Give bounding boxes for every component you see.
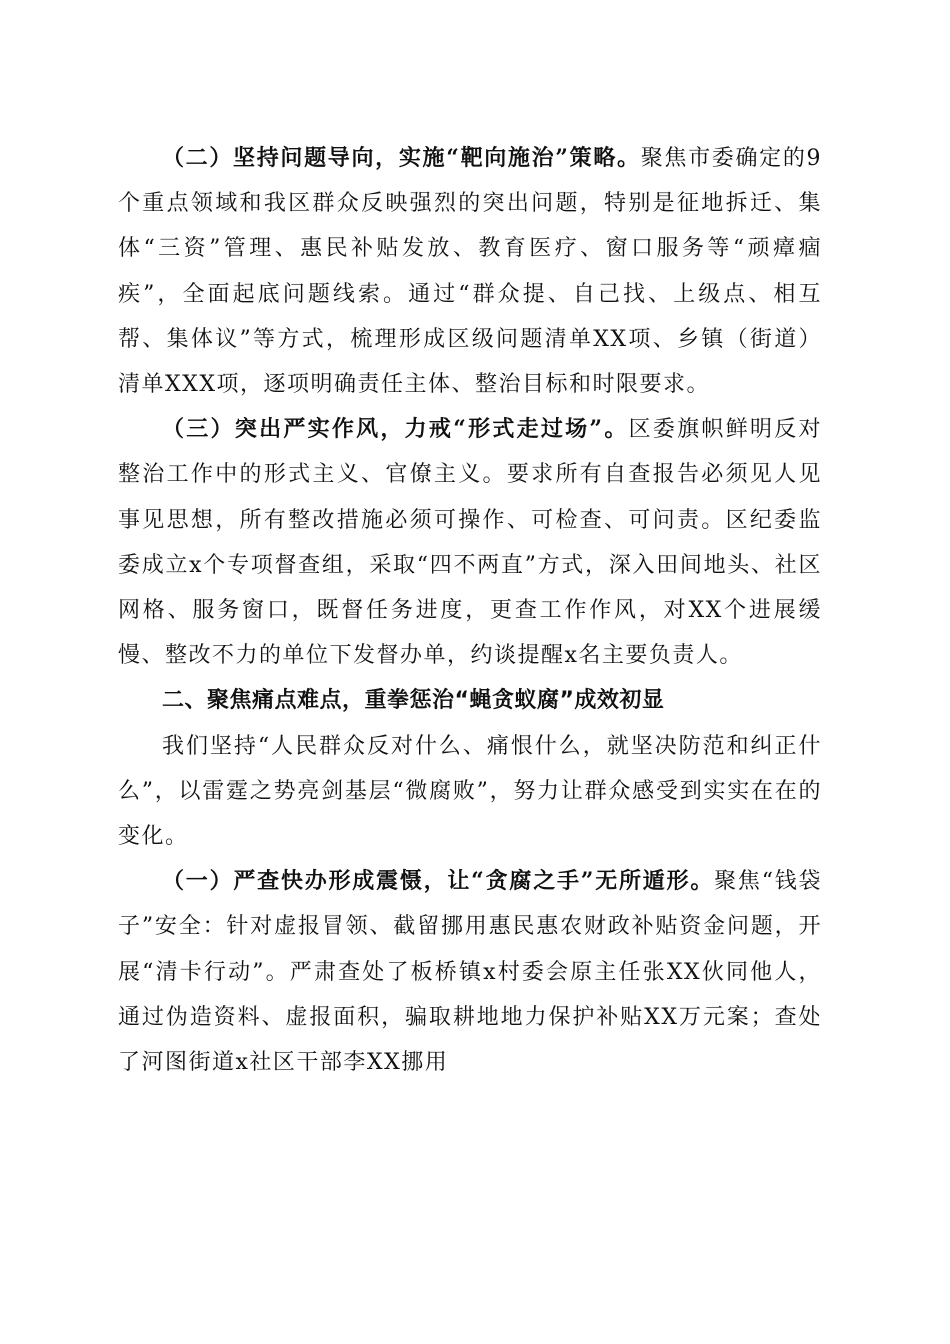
paragraph-text-section-two-intro: 我们坚持“人民群众反对什么、痛恨什么，就坚决防范和纠正什么”，以雷霆之势亮剑基层“微腐败”，努力让群众感受到实实在在的变化。	[118, 733, 822, 850]
section-heading-two: 二、聚焦痛点难点，重拳惩治“蝇贪蚁腐”成效初显	[162, 688, 665, 714]
document-body	[118, 136, 822, 1085]
paragraph-text-strict-investigation: 聚焦“钱袋子”安全：针对虚报冒领、截留挪用惠民惠农财政补贴资金问题，开展“清卡行动”。严肃查处了板桥镇x村委会原主任张XX伙同他人，通过伪造资料、虚报面积，骗取耕地地力保护补贴XX万元案；查处了河图街道x社区干部李XX挪用	[118, 869, 823, 1076]
paragraph-strict-investigation	[118, 859, 822, 1085]
paragraph-lead-strict-style: （三）突出严实作风，力戒“形式走过场”。	[162, 416, 629, 443]
paragraph-lead-strict-investigation: （一）严查快办形成震慑，让“贪腐之手”无所遁形。	[162, 868, 715, 895]
paragraph-text-strict-style: 区委旗帜鲜明反对整治工作中的形式主义、官僚主义。要求所有自查报告必须见人见事见思想，所有整改措施必须可操作、可检查、可问责。区纪委监委成立x个专项督查组，采取“四不两直”方式，深入田间地头、社区网格、服务窗口，既督任务进度，更查工作作风，对XX个进展缓慢、整改不力的单位下发督办单，约谈提醒x名主要负责人。	[118, 417, 822, 669]
paragraph-lead-problem-oriented: （二）坚持问题导向，实施“靶向施治”策略。	[162, 145, 641, 171]
paragraph-section-two-intro	[118, 724, 822, 860]
paragraph-strict-style	[118, 407, 822, 678]
paragraph-text-problem-oriented: 聚焦市委确定的9个重点领域和我区群众反映强烈的突出问题，特别是征地拆迁、集体“三资”管理、惠民补贴发放、教育医疗、窗口服务等“顽瘴痼疾”，全面起底问题线索。通过“群众提、自己找、上级点、相互帮、集体议”等方式，梳理形成区级问题清单XX项、乡镇（街道）清单XXX项，逐项明确责任主体、整治目标和时限要求。	[118, 146, 822, 398]
paragraph-problem-oriented	[118, 136, 822, 407]
